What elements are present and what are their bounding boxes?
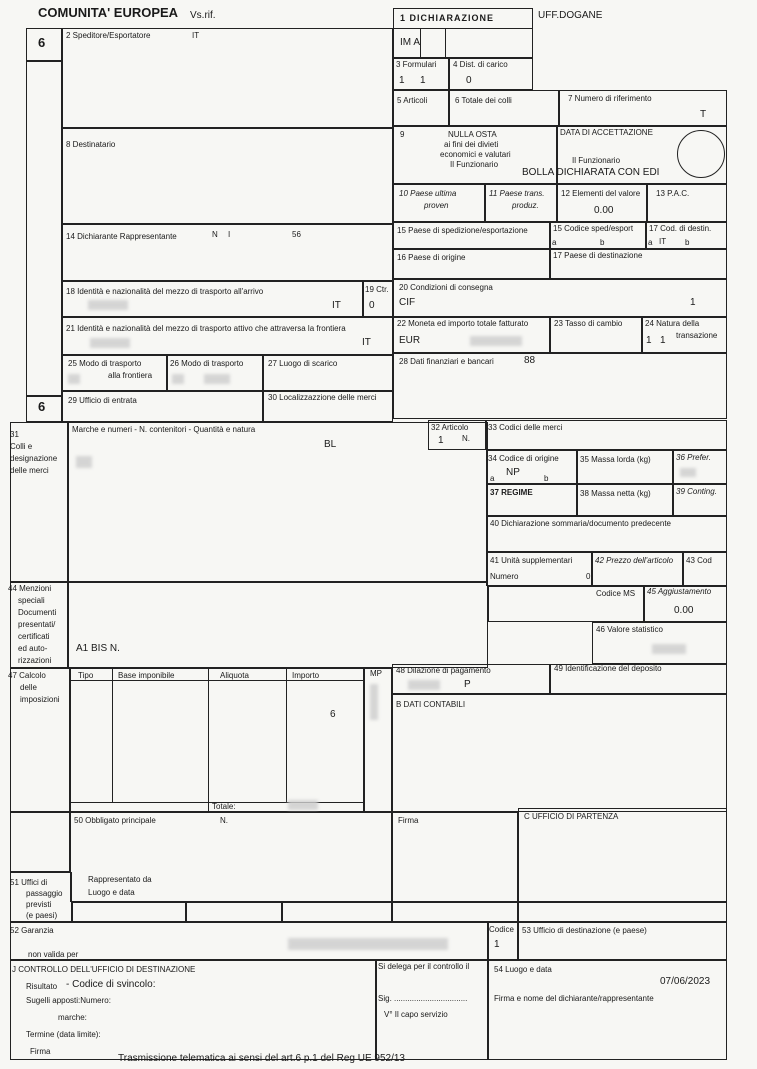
box-52-nonvalida: non valida per (28, 950, 79, 959)
box-j-termine: Termine (data limite): (26, 1030, 101, 1039)
acceptance-bolla: BOLLA DICHIARATA CON EDI (522, 167, 660, 178)
box-47-aliq: Aliquota (220, 671, 249, 680)
box-17-label: 17 Paese di destinazione (553, 251, 643, 260)
box-15c-b: b (600, 238, 605, 247)
box-47-l1: 47 Calcolo (8, 671, 46, 680)
box-49-label: 49 Identificazione del deposito (554, 664, 662, 673)
box-9-num: 9 (400, 130, 405, 139)
box-53-label: 53 Ufficio di destinazione (e paese) (522, 926, 647, 935)
box-41-v: 0 (586, 572, 591, 581)
codice-ms: Codice MS (596, 589, 636, 598)
box-44-l5: certificati (18, 632, 50, 641)
box-16-label: 16 Paese di origine (397, 253, 466, 262)
box-27-label: 27 Luogo di scarico (268, 359, 338, 368)
form-title: COMUNITA' EUROPEA (38, 5, 179, 20)
box-20-value: CIF (399, 297, 416, 308)
box-33-label: 33 Codici delle merci (488, 423, 563, 432)
redacted-36 (680, 468, 696, 477)
box-14-label: 14 Dichiarante Rappresentante (66, 232, 177, 241)
box-b (392, 694, 727, 812)
box-51-l1: 51 Uffici di (10, 878, 48, 887)
box-26-label: 26 Modo di trasporto (170, 359, 244, 368)
box-5-label: 5 Articoli (397, 96, 428, 105)
box-45-value: 0.00 (674, 605, 694, 616)
box-j-label: J CONTROLLO DELL'UFFICIO DI DESTINAZIONE (12, 965, 196, 974)
box-37-label: 37 REGIME (490, 488, 533, 497)
box-22-value: EUR (399, 335, 421, 346)
box-25-sub: alla frontiera (108, 371, 153, 380)
box-32-v: 1 (438, 435, 444, 446)
box-14-n: N (212, 230, 218, 239)
box-17c-av: IT (659, 237, 667, 246)
redacted-totale (288, 800, 318, 810)
box-31-l1: 31 (10, 430, 19, 439)
box-10-label: 10 Paese ultima (399, 189, 457, 198)
box-51-l4: (e paesi) (26, 911, 58, 920)
redacted-18 (88, 300, 128, 310)
box-20-label: 20 Condizioni di consegna (399, 283, 493, 292)
box-15-label: 15 Paese di spedizione/esportazione (397, 226, 528, 235)
box-47-six: 6 (330, 709, 336, 720)
box-51-l3: previsti (26, 900, 52, 909)
codice-value: 1 (494, 939, 500, 950)
box-3-label: 3 Formulari (396, 60, 437, 69)
box-1-divider-1 (420, 28, 421, 58)
uff-dogane: UFF.DOGANE (538, 10, 603, 21)
box-c-label: C UFFICIO DI PARTENZA (524, 812, 619, 821)
box-23-label: 23 Tasso di cambio (554, 319, 623, 328)
box-12-value: 0.00 (594, 205, 614, 216)
box-44-l6: ed auto- (18, 644, 48, 653)
box-18-value: IT (332, 300, 341, 311)
box-15c-a: a (552, 238, 557, 247)
box-j-sugelli: Sugelli apposti:Numero: (26, 996, 111, 1005)
box-47-vline-1 (112, 668, 113, 802)
box-j-risultato: Risultato (26, 982, 58, 991)
box-47-base: Base imponibile (118, 671, 175, 680)
box-47-mp: MP (370, 669, 382, 678)
box-51-cell-5 (518, 902, 727, 922)
box-2-label: 2 Speditore/Esportatore (66, 31, 151, 40)
box-22-label: 22 Moneta ed importo totale fatturato (397, 319, 529, 328)
copy-number-2: 6 (38, 399, 46, 414)
box-j-codice: - Codice di svincolo: (66, 979, 156, 990)
box-47-hline (70, 680, 364, 681)
box-32-n: N. (462, 434, 470, 443)
redacted-48 (408, 680, 440, 690)
box-50-n: N. (220, 816, 228, 825)
box-29-label: 29 Ufficio di entrata (68, 396, 137, 405)
box-6-label: 6 Totale dei colli (455, 96, 512, 105)
box-31-l4: delle merci (10, 466, 49, 475)
box-4-value: 0 (466, 75, 472, 86)
box-47-vline-3 (286, 668, 287, 802)
box-42-label: 42 Prezzo dell'articolo (595, 556, 674, 565)
box-9-l1: NULLA OSTA (448, 130, 497, 139)
redacted-22 (470, 336, 522, 346)
box-c (518, 808, 727, 902)
box-21-value: IT (362, 337, 371, 348)
box-44-l3: Documenti (18, 608, 57, 617)
box-3-v1: 1 (399, 75, 405, 86)
box-43-label: 43 Cod (686, 556, 712, 565)
box-1-label: 1 DICHIARAZIONE (400, 13, 495, 23)
box-19-value: 0 (369, 300, 375, 311)
redacted-46 (652, 644, 686, 654)
box-24-v2: 1 (660, 335, 666, 346)
box-51-cell-3 (282, 902, 392, 922)
box-34-av: NP (506, 467, 520, 478)
box-21-label: 21 Identità e nazionalità del mezzo di trasporto attivo che attraversa la frontiera (66, 324, 346, 333)
box-44-l7: rizzazioni (18, 656, 52, 665)
box-17c-label: 17 Cod. di destin. (649, 224, 712, 233)
box-50-luogo: Luogo e data (88, 888, 135, 897)
box-50-rappr: Rappresentato da (88, 875, 152, 884)
redacted-21 (90, 338, 130, 348)
box-10-sub: proven (424, 201, 449, 210)
box-b-label: B DATI CONTABILI (396, 700, 466, 709)
box-51-cell-2 (186, 902, 282, 922)
box-54 (488, 960, 727, 1060)
box-47 (70, 668, 364, 812)
box-40-label: 40 Dichiarazione sommaria/documento predecente (490, 519, 671, 528)
box-24-label: 24 Natura della (645, 319, 700, 328)
box-14-i: I (228, 230, 231, 239)
box-24-v1: 1 (646, 335, 652, 346)
box-44 (68, 582, 488, 668)
box-34-label: 34 Codice di origine (488, 454, 559, 463)
delega-capo: V° Il capo servizio (384, 1010, 448, 1019)
box-44-l1: 44 Menzioni (8, 584, 52, 593)
box-47-totale: Totale: (212, 802, 236, 811)
copy-number: 6 (38, 35, 46, 50)
box-2 (62, 28, 393, 128)
box-12-label: 12 Elementi del valore (561, 189, 641, 198)
box-47-vline-2 (208, 668, 209, 812)
box-11-label: 11 Paese trans. (489, 189, 545, 198)
vs-rif: Vs.rif. (190, 10, 216, 21)
box-2-value: IT (192, 31, 200, 40)
redacted-26a (172, 374, 184, 384)
box-19-label: 19 Ctr. (365, 285, 389, 294)
box-47-side (10, 668, 70, 812)
box-31 (68, 422, 488, 582)
box-9-l3: economici e valutari (440, 150, 511, 159)
box-31-bl: BL (324, 439, 337, 450)
footer-text: Trasmissione telematica ai sensi del art.6 p.1 del Reg UE 952/13 (118, 1053, 405, 1064)
box-44-a1: A1 BIS N. (76, 643, 120, 654)
redacted-mp (370, 684, 378, 720)
box-34-a: a (490, 474, 495, 483)
box-47-importo: Importo (292, 671, 320, 680)
left-strip (26, 61, 62, 396)
redacted-26b (204, 374, 230, 384)
box-17c-b: b (685, 238, 690, 247)
box-41-unit: Numero (490, 572, 519, 581)
box-21 (62, 317, 393, 355)
stamp-circle (677, 130, 725, 178)
box-13-label: 13 P.A.C. (656, 189, 690, 198)
box-7-label: 7 Numero di riferimento (568, 94, 652, 103)
box-25-label: 25 Modo di trasporto (68, 359, 142, 368)
box-7-value: T (700, 109, 707, 120)
box-51-l2: passaggio (26, 889, 63, 898)
mp-column (364, 668, 392, 812)
box-50-firma: Firma (398, 816, 419, 825)
box-35-label: 35 Massa lorda (kg) (580, 455, 651, 464)
box-8-label: 8 Destinatario (66, 140, 116, 149)
box-52-label: 52 Garanzia (10, 926, 54, 935)
box-9-l4: Il Funzionario (450, 160, 499, 169)
box-34-b: b (544, 474, 549, 483)
box-1-hline (393, 28, 533, 29)
delega-label: Si delega per il controllo il (378, 962, 470, 971)
box-38-label: 38 Massa netta (kg) (580, 489, 651, 498)
box-45-label: 45 Aggiustamento (647, 587, 712, 596)
codice-label: Codice (489, 925, 514, 934)
box-9-l2: ai fini dei divieti (444, 140, 499, 149)
box-48-value: P (464, 679, 471, 690)
box-32-label: 32 Articolo (431, 423, 469, 432)
box-51-cell-1 (72, 902, 186, 922)
box-20-v2: 1 (690, 297, 696, 308)
box-24-sub: transazione (676, 331, 718, 340)
box-50-label: 50 Obbligato principale (74, 816, 156, 825)
box-31-l2: Colli e (10, 442, 33, 451)
box-11-sub: produz. (512, 201, 539, 210)
box-3-v2: 1 (420, 75, 426, 86)
box-47-l2: delle (20, 683, 37, 692)
acceptance-label: DATA DI ACCETTAZIONE (560, 128, 653, 137)
box-41-label: 41 Unità supplementari (490, 556, 573, 565)
box-39-label: 39 Conting. (676, 487, 717, 496)
acceptance-funz: Il Funzionario (572, 156, 621, 165)
box-44-l4: presentati/ (18, 620, 56, 629)
box-50-firma-area (392, 812, 518, 902)
box-47-tipo: Tipo (78, 671, 94, 680)
box-4-label: 4 Dist. di carico (453, 60, 508, 69)
box-17c-a: a (648, 238, 653, 247)
box-47-l3: imposizioni (20, 695, 60, 704)
box-30-label: 30 Localizzazzione delle merci (268, 393, 377, 402)
box-50-side (10, 812, 70, 872)
box-54-firma: Firma e nome del dichiarante/rappresentante (494, 994, 654, 1003)
box-j (10, 960, 376, 1060)
box-j-firma: Firma (30, 1047, 51, 1056)
box-51-cell-4 (392, 902, 518, 922)
box-1-value: IM A (400, 37, 421, 48)
box-46-label: 46 Valore statistico (596, 625, 663, 634)
box-54-date: 07/06/2023 (660, 976, 711, 987)
box-48-label: 48 Dilazione di pagamento (396, 666, 491, 675)
delega-sig: Sig. ................................. (378, 994, 468, 1003)
box-44-l2: speciali (18, 596, 45, 605)
box-28-value: 88 (524, 355, 536, 366)
box-31-l3: designazione (10, 454, 58, 463)
box-28-label: 28 Dati finanziari e bancari (399, 357, 494, 366)
box-1-divider-2 (445, 28, 446, 58)
box-54-label: 54 Luogo e data (494, 965, 552, 974)
redacted-31 (76, 456, 92, 468)
box-31-marks: Marche e numeri - N. contenitori - Quantità e natura (72, 425, 256, 434)
redacted-25 (68, 374, 80, 384)
box-36-label: 36 Prefer. (676, 453, 711, 462)
box-15c-label: 15 Codice sped/esport (553, 224, 634, 233)
redacted-52 (288, 938, 448, 950)
box-18-label: 18 Identità e nazionalità del mezzo di trasporto all'arrivo (66, 287, 264, 296)
box-j-marche: marche: (58, 1013, 87, 1022)
box-14-v: 56 (292, 230, 301, 239)
